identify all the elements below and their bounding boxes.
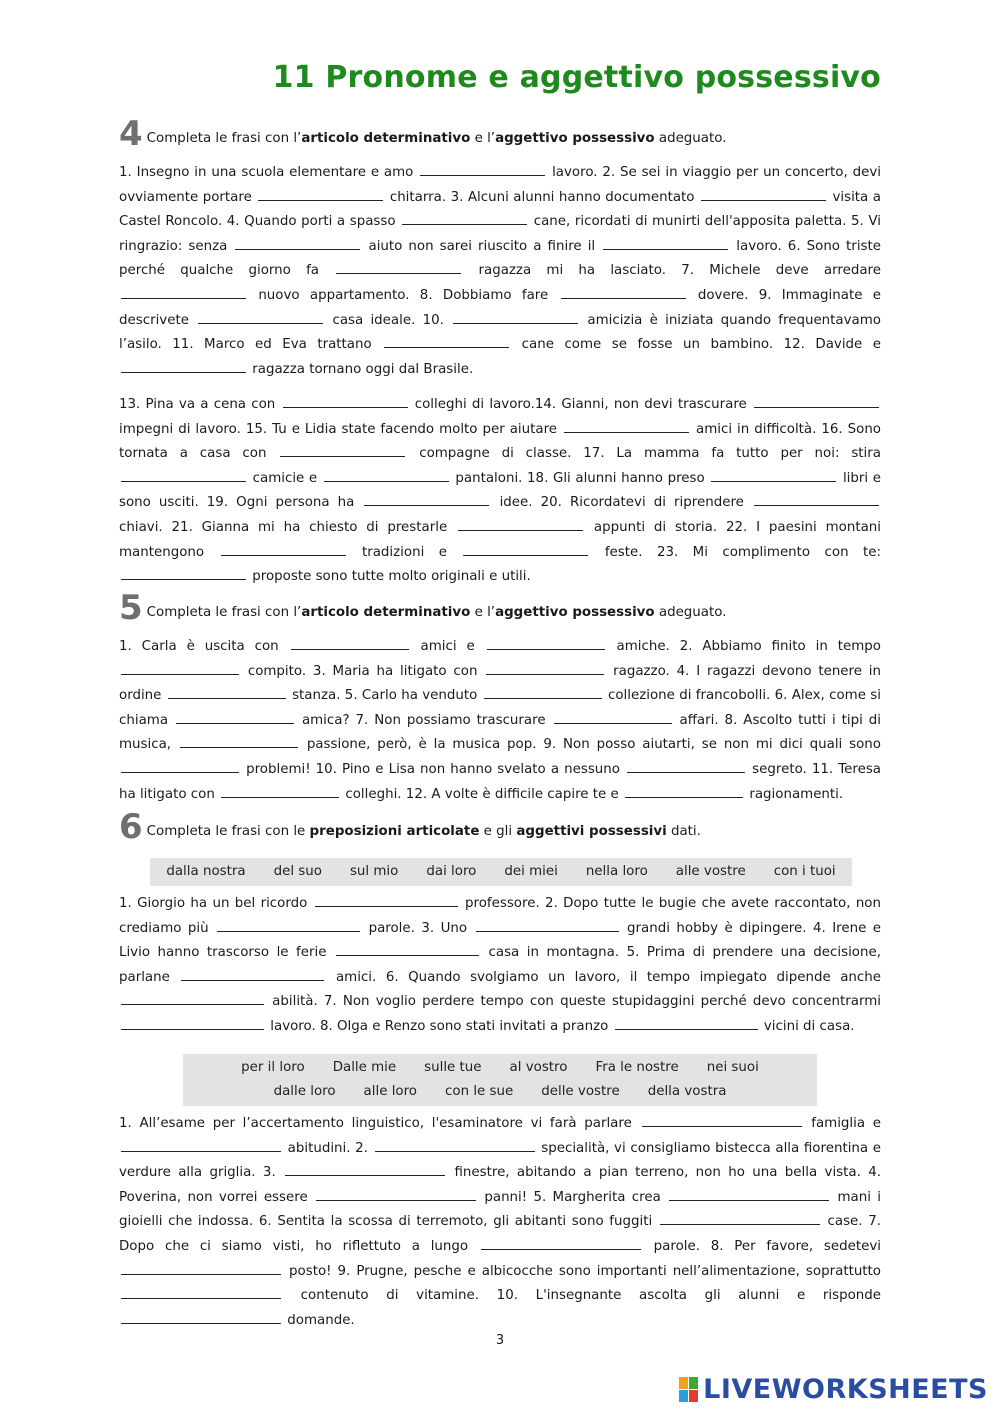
sentence-text: grandi hobby è dipingere. 4. Irene e Livio hanno trascorso le ferie <box>119 920 882 961</box>
sentence-text: stanza. 5. Carlo ha venduto <box>292 688 478 704</box>
sentence-text: lavoro. 2. Se sei in viaggio per un concerto, devi ovviamente portare <box>119 165 881 205</box>
sentence-text: lavoro. 6. Sono triste perché qualche giorno fa <box>119 238 881 279</box>
sentence-text: tradizioni e <box>361 544 447 560</box>
word-bank-item: del suo <box>273 864 322 879</box>
sentence-text: finestre, abitando a pian terreno, non ho una bella vista. 4. Poverina, non vorrei essere <box>119 1165 882 1205</box>
answer-blank[interactable] <box>121 992 264 1005</box>
answer-blank[interactable] <box>486 662 604 675</box>
sentence-text: mani i gioielli che indossa. 6. Sentita la scossa di terremoto, gli abitanti sono fuggiti <box>119 1189 881 1230</box>
word-bank-item: al vostro <box>509 1060 568 1075</box>
sentence-text: cane come se fosse un bambino. 12. Davide e <box>521 337 882 353</box>
sentence-text: panni! 5. Margherita crea <box>484 1189 661 1205</box>
answer-blank[interactable] <box>711 469 836 482</box>
sentence-text: cane, ricordati di munirti dell'apposita paletta. 5. Vi ringrazio: senza <box>119 214 881 254</box>
sentence-text: casa ideale. 10. <box>332 312 444 328</box>
answer-blank[interactable] <box>291 637 409 650</box>
sentence-text: pantaloni. 18. Gli alunni hanno preso <box>455 470 705 486</box>
sentence-text: idee. 20. Ricordatevi di riprendere <box>499 495 744 511</box>
word-bank-item: alle vostre <box>675 864 746 879</box>
answer-blank[interactable] <box>463 543 588 556</box>
word-bank-item: per il loro <box>241 1060 305 1075</box>
sentence-text: famiglia e <box>811 1116 882 1131</box>
answer-blank[interactable] <box>198 311 323 324</box>
word-bank-2 <box>183 1054 817 1106</box>
answer-blank[interactable] <box>280 444 405 457</box>
answer-blank[interactable] <box>180 735 298 748</box>
answer-blank[interactable] <box>217 919 360 932</box>
answer-blank[interactable] <box>336 261 461 274</box>
answer-blank[interactable] <box>487 637 605 650</box>
word-bank-item: della vostra <box>647 1084 727 1099</box>
answer-blank[interactable] <box>754 493 879 506</box>
sentence-text: amici. 6. Quando svolgiamo un lavoro, il tempo impiegato dipende anche <box>335 969 881 985</box>
sentence-text: amiche. 2. Abbiamo finito in tempo <box>616 639 881 654</box>
sentence-text: amici e <box>420 639 475 654</box>
brand-name: LIVEWORKSHEETS <box>703 1374 988 1405</box>
word-bank-item: delle vostre <box>541 1084 620 1099</box>
sentence-text: chiavi. 21. Gianna mi ha chiesto di prestarle <box>119 519 448 535</box>
sentence-text: affari. 8. Ascolto tutti i tipi di musica, <box>119 712 881 753</box>
sentence-text: parole. 3. Uno <box>368 920 468 936</box>
sentence-text: libri e sono usciti. 19. Ogni persona ha <box>119 470 881 511</box>
word-bank-item: dai loro <box>426 864 477 879</box>
answer-blank[interactable] <box>285 1163 445 1176</box>
answer-blank[interactable] <box>121 469 246 482</box>
sentence-text: impegni di lavoro. 15. Tu e Lidia state facendo molto per aiutare <box>119 421 558 437</box>
sentence-text: contenuto di vitamine. 10. L'insegnante ascolta gli alunni e risponde <box>300 1288 881 1304</box>
sentence-text: abitudini. 2. <box>287 1140 368 1156</box>
word-bank-item: con le sue <box>445 1084 514 1099</box>
word-bank-item: Dalle mie <box>332 1060 397 1075</box>
answer-blank[interactable] <box>258 188 383 201</box>
answer-blank[interactable] <box>221 543 346 556</box>
answer-blank[interactable] <box>121 1262 281 1275</box>
sentence-text: abilità. 7. Non voglio perdere tempo con queste stupidaggini perché devo concentrarmi <box>272 994 881 1010</box>
section-5-heading: 5 Completa le frasi con l’articolo determinativo e l’aggettivo possessivo adeguato. <box>119 588 727 628</box>
answer-blank[interactable] <box>754 395 879 408</box>
word-bank-item: nei suoi <box>706 1060 759 1075</box>
sentence-text: lavoro. 8. Olga e Renzo sono stati invitati a pranzo <box>270 1018 609 1034</box>
sentence-text: visita a Castel Roncolo. 4. Quando porti a spasso <box>119 189 881 230</box>
answer-blank[interactable] <box>176 711 294 724</box>
answer-blank[interactable] <box>627 760 745 773</box>
sentence-text: collezione di francobolli. 6. Alex, come si chiama <box>119 688 881 728</box>
word-bank-item: con i tuoi <box>773 864 836 879</box>
word-bank-item: sulle tue <box>424 1060 482 1075</box>
answer-blank[interactable] <box>384 335 509 348</box>
answer-blank[interactable] <box>315 894 458 907</box>
sentence-text: case. 7. Dopo che ci siamo visti, ho riflettuto a lungo <box>119 1214 881 1254</box>
sentence-text: 1. Giorgio ha un bel ricordo <box>119 896 308 911</box>
answer-blank[interactable] <box>336 943 479 956</box>
answer-blank[interactable] <box>603 237 728 250</box>
sentence-text: parole. 8. Per favore, sedetevi <box>653 1238 882 1254</box>
sentence-text: 1. Insegno in una scuola elementare e amo <box>119 165 414 180</box>
word-bank-item: alle loro <box>363 1084 418 1099</box>
answer-blank[interactable] <box>316 1188 476 1201</box>
sentence-text: segreto. 11. Teresa ha litigato con <box>119 761 882 802</box>
sentence-text: aiuto non sarei riuscito a finire il <box>368 238 596 254</box>
sentence-text: colleghi. 12. A volte è difficile capire te e <box>345 786 619 802</box>
liveworksheets-logo <box>679 1374 988 1405</box>
sentence-text: amica? 7. Non possiamo trascurare <box>301 712 546 728</box>
answer-blank[interactable] <box>642 1114 802 1127</box>
sentence-text: camicie e <box>252 470 318 486</box>
sentence-text: ragazza mi ha lasciato. 7. Michele deve arredare <box>478 263 881 279</box>
answer-blank[interactable] <box>121 760 239 773</box>
sentence-text: 1. All’esame per l’accertamento linguistico, l'esaminatore vi farà parlare <box>119 1116 632 1131</box>
answer-blank[interactable] <box>283 395 408 408</box>
sentence-text: problemi! 10. Pino e Lisa non hanno svelato a nessuno <box>246 761 620 777</box>
word-bank-1 <box>150 858 852 886</box>
answer-blank[interactable] <box>121 286 246 299</box>
page-title: 11 Pronome e aggettivo possessivo <box>272 60 881 95</box>
sentence-text: posto! 9. Prugne, pesche e albicocche sono importanti nell’alimentazione, soprattutto <box>289 1263 881 1279</box>
sentence-text: domande. <box>287 1312 355 1328</box>
word-bank-item: Fra le nostre <box>595 1060 679 1075</box>
answer-blank[interactable] <box>625 785 743 798</box>
brand-mark-icon <box>679 1377 699 1403</box>
section-number: 6 <box>119 807 143 847</box>
exercise-paragraph <box>119 635 881 807</box>
sentence-text: casa in montagna. 5. Prima di prendere una decisione, parlane <box>119 945 881 985</box>
sentence-text: ragazza tornano oggi dal Brasile. <box>252 361 474 377</box>
answer-blank[interactable] <box>121 1311 281 1324</box>
sentence-text: specialità, vi consigliamo bistecca alla fiorentina e verdure alla griglia. 3. <box>119 1140 881 1181</box>
section-number: 4 <box>119 114 143 154</box>
word-bank-item: nella loro <box>585 864 648 879</box>
sentence-text: compito. 3. Maria ha litigato con <box>247 663 478 679</box>
answer-blank[interactable] <box>402 212 527 225</box>
answer-blank[interactable] <box>561 286 686 299</box>
answer-blank[interactable] <box>324 469 449 482</box>
exercise-paragraph <box>119 892 881 1040</box>
word-bank-item: dalle loro <box>273 1084 336 1099</box>
exercise-paragraph <box>119 161 881 382</box>
sentence-text: 1. Carla è uscita con <box>119 639 279 654</box>
word-bank-item: sul mio <box>349 864 399 879</box>
sentence-text: chitarra. 3. Alcuni alunni hanno documentato <box>389 189 695 205</box>
answer-blank[interactable] <box>121 1286 281 1299</box>
word-bank-item: dei miei <box>504 864 558 879</box>
answer-blank[interactable] <box>121 1139 281 1152</box>
sentence-text: dovere. 9. Immaginate e descrivete <box>119 287 881 328</box>
answer-blank[interactable] <box>121 360 246 373</box>
sentence-text: amici in difficoltà. 16. Sono tornata a casa con <box>119 421 881 462</box>
sentence-text: nuovo appartamento. 8. Dobbiamo fare <box>258 287 549 303</box>
answer-blank[interactable] <box>420 163 545 176</box>
section-number: 5 <box>119 588 143 628</box>
sentence-text: feste. 23. Mi complimento con te: <box>604 544 882 560</box>
answer-blank[interactable] <box>121 567 246 580</box>
answer-blank[interactable] <box>701 188 826 201</box>
section-6-heading: 6 Completa le frasi con le preposizioni articolate e gli aggettivi possessivi dati. <box>119 807 701 847</box>
answer-blank[interactable] <box>669 1188 829 1201</box>
answer-blank[interactable] <box>364 493 489 506</box>
answer-blank[interactable] <box>121 1017 264 1030</box>
answer-blank[interactable] <box>221 785 339 798</box>
answer-blank[interactable] <box>481 1237 641 1250</box>
answer-blank[interactable] <box>121 662 239 675</box>
answer-blank[interactable] <box>554 711 672 724</box>
answer-blank[interactable] <box>660 1212 820 1225</box>
sentence-text: proposte sono tutte molto originali e utili. <box>252 569 531 585</box>
answer-blank[interactable] <box>181 968 324 981</box>
answer-blank[interactable] <box>453 311 578 324</box>
sentence-text: 13. Pina va a cena con <box>119 397 276 412</box>
answer-blank[interactable] <box>375 1139 535 1152</box>
sentence-text: passione, però, è la musica pop. 9. Non posso aiutarti, se non mi dici quali sono <box>306 737 881 753</box>
answer-blank[interactable] <box>235 237 360 250</box>
word-bank-item: dalla nostra <box>166 864 246 879</box>
sentence-text: ragazzo. 4. I ragazzi devono tenere in ordine <box>119 663 882 704</box>
answer-blank[interactable] <box>615 1017 758 1030</box>
page-number: 3 <box>495 1333 505 1348</box>
answer-blank[interactable] <box>168 686 286 699</box>
sentence-text: colleghi di lavoro.14. Gianni, non devi trascurare <box>414 397 747 412</box>
section-4-heading: 4 Completa le frasi con l’articolo determinativo e l’aggettivo possessivo adeguato. <box>119 114 727 154</box>
sentence-text: professore. 2. Dopo tutte le bugie che avete raccontato, non crediamo più <box>119 896 881 936</box>
exercise-paragraph <box>119 393 881 590</box>
answer-blank[interactable] <box>484 686 602 699</box>
sentence-text: ragionamenti. <box>749 786 844 802</box>
answer-blank[interactable] <box>476 919 619 932</box>
sentence-text: compagne di classe. 17. La mamma fa tutto per noi: stira <box>419 446 881 462</box>
sentence-text: amicizia è iniziata quando frequentavamo l’asilo. 11. Marco ed Eva trattano <box>119 312 881 353</box>
sentence-text: vicini di casa. <box>763 1018 855 1034</box>
answer-blank[interactable] <box>458 518 583 531</box>
answer-blank[interactable] <box>564 420 689 433</box>
exercise-paragraph <box>119 1112 881 1333</box>
sentence-text: appunti di storia. 22. I paesini montani mantengono <box>119 519 881 560</box>
